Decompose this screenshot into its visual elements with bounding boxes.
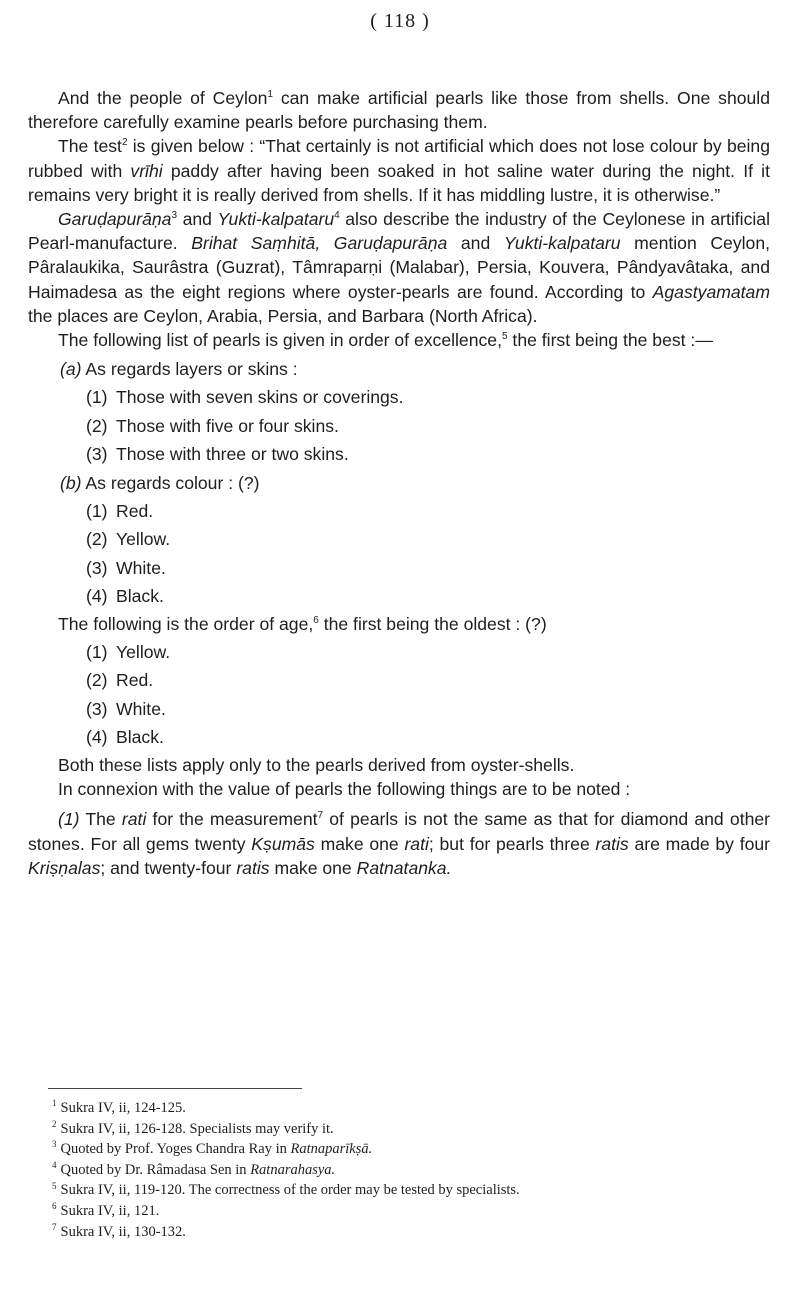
main-text [28, 86, 770, 880]
italic-term: Agastyamatam [652, 281, 770, 302]
italic-term: rati [121, 809, 147, 830]
text-span: can make artificial pearls like those from shells. One should therefore carefully examine pearls before purchasing them. [28, 88, 770, 133]
list-item-text: White. [116, 698, 166, 719]
text-span: ; but for pearls three [428, 833, 596, 854]
list-item-number: (1) [86, 387, 108, 408]
page-number: ( 118 ) [370, 10, 430, 32]
text-span: ; and twenty-four [100, 857, 237, 878]
list-item-number: (3) [86, 443, 108, 464]
age-list [28, 640, 770, 749]
paragraph-2 [28, 134, 770, 207]
text-span: And the people of Ceylon [58, 88, 268, 108]
list-item-text: Black. [116, 726, 164, 747]
footnote-number: 5 [52, 1180, 57, 1191]
item-number: (1) [58, 809, 80, 830]
footnote-2 [52, 1119, 772, 1140]
text-span: also describe the industry of the Ceylonese in artificial Pearl-manufacture. [28, 209, 770, 254]
footnote-ref: 5 [501, 331, 508, 343]
text-span: and [177, 209, 218, 230]
list-item-text: Those with three or two skins. [116, 443, 349, 464]
list-item-text: Yellow. [116, 642, 171, 663]
footnote-number: 3 [52, 1139, 57, 1150]
text-span: are made by four [628, 833, 771, 854]
list-item-number: (3) [86, 698, 108, 719]
footnotes [52, 1098, 772, 1242]
list-item [86, 442, 770, 466]
list-item-number: (2) [86, 670, 108, 691]
list-item-number: (4) [86, 726, 108, 747]
section-label: (b) [60, 473, 82, 494]
list-item-text: Black. [116, 585, 164, 606]
italic-term: ratis [236, 857, 270, 878]
text-span: the places are Ceylon, Arabia, Persia, and Barbara (North Africa). [28, 305, 538, 326]
section-b-heading [28, 471, 770, 495]
list-item-number: (2) [86, 415, 108, 436]
text-span: is given below : “That certainly is not artificial which does not lose colour by being rubbed with [28, 136, 770, 181]
text-span: The following list of pearls is given in order of excellence, [58, 330, 502, 351]
paragraph-1 [28, 86, 770, 134]
footnote-ref: 2 [121, 137, 128, 149]
italic-term: rati [404, 833, 429, 854]
list-item [86, 584, 770, 608]
footnote-3 [52, 1139, 772, 1160]
text-span: As regards layers or skins : [81, 359, 298, 380]
footnote-ref: 4 [334, 210, 340, 222]
list-item-text: Those with seven skins or coverings. [116, 387, 404, 408]
list-item [86, 385, 770, 409]
section-label: (a) [60, 359, 82, 380]
text-span: The test [58, 136, 122, 157]
text-span: make one [269, 857, 357, 878]
colour-list [28, 499, 770, 608]
paragraph-3 [28, 207, 770, 328]
list-item [86, 414, 770, 438]
list-item [86, 556, 770, 580]
italic-term: Garuḍapurāṇa [58, 209, 172, 230]
list-item-text: Red. [116, 670, 154, 691]
italic-term: Ratnatanka. [356, 857, 452, 878]
text-span: mention Ceylon, Pâralaukika, Saurâstra (Guzrat), Tâmraparṇi (Malabar), Persia, Kouvera, Pândyavâtaka, and Haimadesa as the eight regions where oyster-pearls are found. According to [28, 233, 770, 302]
list-item [86, 725, 770, 749]
list-item-number: (3) [86, 557, 108, 578]
footnote-number: 2 [52, 1118, 57, 1129]
italic-term: Kṣumās [251, 833, 315, 854]
footnote-text: Sukra IV, ii, 124-125. [60, 1100, 186, 1116]
italic-term: vrīhi [130, 160, 163, 181]
footnote-1 [52, 1098, 772, 1119]
paragraph-6: Both these lists apply only to the pearls derived from oyster-shells. [58, 755, 575, 776]
text-span: and [447, 233, 504, 254]
list-item-text: White. [116, 557, 166, 578]
footnote-ref: 3 [171, 210, 178, 222]
footnote-text: Sukra IV, ii, 119-120. The correctness of the order may be tested by specialists. [60, 1182, 520, 1199]
list-item-text: Red. [116, 501, 154, 522]
footnote-7 [52, 1222, 772, 1243]
section-a-heading [28, 357, 770, 381]
italic-term: Yukti-kalpataru [217, 209, 335, 230]
text-span: for the measurement [146, 809, 318, 830]
paragraph-8 [28, 807, 770, 880]
italic-term: Kriṣṇalas [28, 857, 101, 878]
footnote-text: Sukra IV, ii, 121. [60, 1202, 160, 1219]
list-item-number: (1) [86, 501, 108, 522]
list-item [86, 527, 770, 551]
italic-title: Ratnarahasya. [250, 1161, 336, 1178]
text-span: the first being the best :— [507, 330, 713, 351]
list-item [86, 668, 770, 692]
list-item-text: Yellow. [116, 529, 171, 550]
list-item [86, 697, 770, 721]
footnote-4 [52, 1160, 772, 1181]
paragraph-5 [28, 612, 770, 636]
text-span: of pearls is not the same as that for diamond and other stones. For all gems twenty [28, 809, 771, 854]
text-span: The [79, 809, 122, 830]
footnote-ref: 1 [267, 89, 273, 101]
footnote-number: 4 [52, 1159, 57, 1170]
footnote-text: Sukra IV, ii, 126-128. Specialists may verify it. [60, 1120, 334, 1137]
footnote-divider [48, 1088, 302, 1089]
footnote-ref: 7 [317, 810, 324, 822]
paragraph-7: In connexion with the value of pearls the following things are to be noted : [58, 779, 631, 800]
footnote-5 [52, 1180, 772, 1201]
text-span: As regards colour : (?) [81, 473, 260, 494]
list-item-number: (2) [86, 529, 108, 550]
footnote-number: 6 [52, 1201, 57, 1212]
italic-term: Yukti-kalpataru [503, 233, 621, 254]
text-span: make one [314, 833, 405, 854]
italic-term: ratis [595, 833, 629, 854]
text-span: The following is the order of age, [58, 614, 314, 635]
text-span: paddy after having been soaked in hot saline water during the night. If it remains very bright it is really derived from shells. If it has middling lustre, it is otherwise.” [28, 160, 770, 205]
footnote-text: Quoted by Prof. Yoges Chandra Ray in [60, 1141, 291, 1158]
list-item-text: Those with five or four skins. [116, 415, 339, 436]
list-item-number: (4) [86, 585, 108, 606]
list-item-number: (1) [86, 642, 108, 663]
paragraph-4 [28, 328, 770, 352]
italic-term: Brihat Saṃhitā, Garuḍapurāṇa [191, 233, 448, 254]
footnote-number: 7 [52, 1221, 57, 1232]
footnote-ref: 6 [313, 615, 319, 627]
list-item [86, 640, 770, 664]
footnote-number: 1 [52, 1098, 57, 1109]
text-span: the first being the oldest : (?) [318, 614, 547, 635]
italic-title: Ratnaparīkṣā. [290, 1141, 373, 1158]
footnote-6 [52, 1201, 772, 1222]
list-item [86, 499, 770, 523]
footnote-text: Sukra IV, ii, 130-132. [60, 1223, 186, 1240]
footnote-text: Quoted by Dr. Râmadasa Sen in [60, 1161, 251, 1178]
skins-list [28, 385, 770, 466]
